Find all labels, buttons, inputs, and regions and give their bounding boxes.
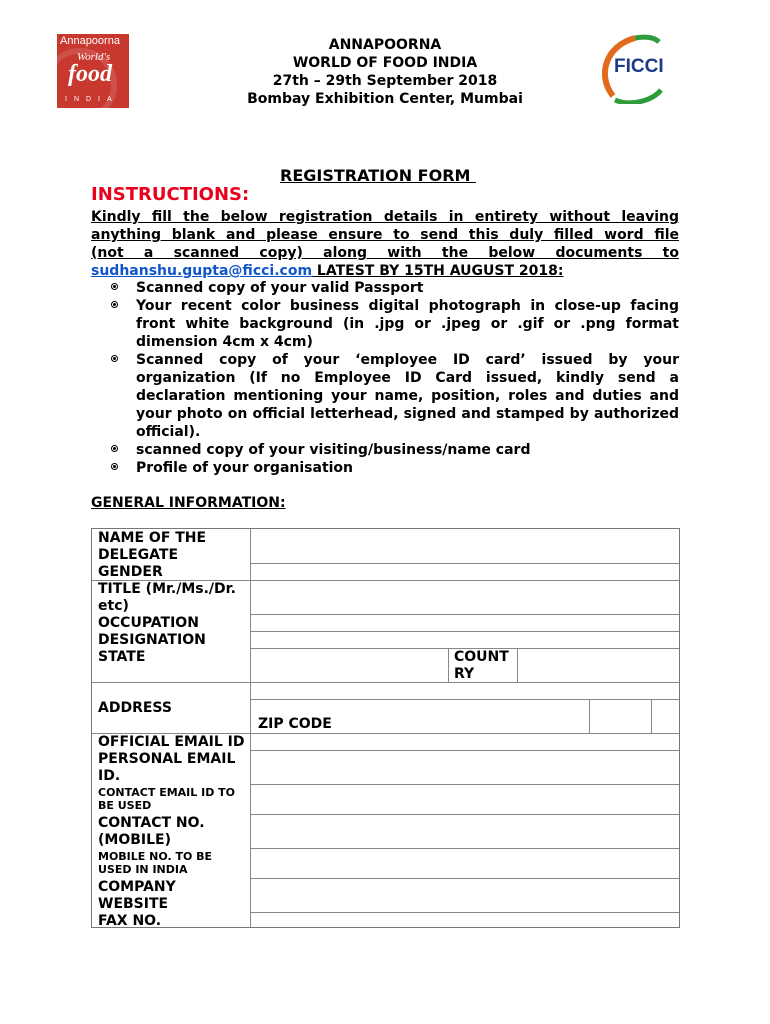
- instructions-intro: [91, 208, 679, 280]
- list-item-text: Scanned copy of your valid Passport: [136, 280, 424, 296]
- input-state[interactable]: [251, 649, 448, 682]
- list-item-text: Profile of your organisation: [136, 460, 354, 476]
- general-info-heading: GENERAL INFORMATION:: [91, 495, 286, 511]
- bullet-icon: [111, 445, 118, 452]
- input-contact-email[interactable]: [251, 785, 679, 814]
- form-title: REGISTRATION FORM: [280, 166, 477, 185]
- bullet-icon: [111, 283, 118, 290]
- registration-table: [91, 528, 680, 928]
- label-company-website: COMPANY WEBSITE: [98, 879, 176, 912]
- bullet-icon: [111, 355, 118, 362]
- contact-email-link[interactable]: sudhanshu.gupta@ficci.com: [91, 263, 313, 279]
- label-personal-email: PERSONAL EMAIL ID.: [98, 751, 236, 784]
- zip-divider-2: [651, 699, 652, 733]
- logo-left-line4: INDIA: [65, 96, 119, 103]
- input-official-email[interactable]: [251, 734, 679, 750]
- ficci-logo-text: FICCI: [614, 56, 664, 77]
- list-item-text: Scanned copy of your ‘employee ID card’ issued by your organization (If no Employee ID Card issued, kindly send a declaration mentioning your name, position, roles and duties and your photo on official letterhead, signed and stamped by authorized official).: [136, 352, 679, 440]
- label-contact-number: CONTACT NO. (MOBILE): [98, 815, 205, 848]
- header-line-4: Bombay Exhibition Center, Mumbai: [247, 91, 523, 107]
- annapoorna-logo: [57, 34, 129, 108]
- list-item: [91, 459, 679, 477]
- label-occupation: OCCUPATION: [98, 615, 199, 631]
- list-item: [91, 351, 679, 441]
- list-item-text: scanned copy of your visiting/business/name card: [136, 442, 531, 458]
- instructions-heading: INSTRUCTIONS:: [91, 184, 250, 205]
- label-country: COUNT RY: [454, 649, 509, 682]
- header-line-1: ANNAPOORNA: [328, 37, 442, 53]
- deadline-text: LATEST BY 15TH AUGUST 2018:: [312, 263, 564, 279]
- input-title[interactable]: [251, 581, 679, 614]
- input-personal-email[interactable]: [251, 751, 679, 784]
- input-delegate-name[interactable]: [251, 529, 679, 563]
- header-line-2: WORLD OF FOOD INDIA: [292, 55, 478, 71]
- ficci-logo: [595, 34, 677, 104]
- intro-line-3: (not a scanned copy) along with the below documents to: [91, 245, 679, 261]
- list-item-text: Your recent color business digital photograph in close-up facing front white background (in .jpg or .jpeg or .gif or .png format dimension 4cm x 4cm): [136, 298, 679, 350]
- label-fax: FAX NO.: [98, 913, 162, 929]
- document-list: [91, 279, 679, 477]
- input-country[interactable]: [518, 649, 679, 682]
- label-official-email: OFFICIAL EMAIL ID: [98, 734, 245, 750]
- input-contact-number[interactable]: [251, 815, 679, 848]
- label-contact-email: CONTACT EMAIL ID TO BE USED: [98, 786, 236, 812]
- input-mobile-india[interactable]: [251, 849, 679, 878]
- bullet-icon: [111, 301, 118, 308]
- intro-line-2: anything blank and please ensure to send this duly filled word file: [91, 227, 679, 243]
- label-title: TITLE (Mr./Ms./Dr. etc): [98, 581, 236, 614]
- input-gender[interactable]: [251, 564, 679, 580]
- logo-left-line2: World's: [77, 51, 111, 63]
- label-gender: GENDER: [98, 564, 163, 580]
- intro-line-4: [91, 262, 679, 280]
- header-line-3: 27th – 29th September 2018: [272, 73, 498, 89]
- input-occupation[interactable]: [251, 615, 679, 631]
- label-state: STATE: [98, 649, 146, 665]
- event-header: [200, 36, 570, 108]
- label-mobile-india: MOBILE NO. TO BE USED IN INDIA: [98, 850, 213, 876]
- logo-left-line3: food: [68, 61, 112, 87]
- state-divider: [448, 648, 449, 682]
- input-address[interactable]: [251, 683, 679, 699]
- intro-line-1: Kindly fill the below registration details in entirety without leaving: [91, 209, 679, 225]
- logo-left-line1: Annapoorna: [60, 35, 120, 47]
- bullet-icon: [111, 463, 118, 470]
- input-designation[interactable]: [251, 632, 679, 648]
- input-fax[interactable]: [251, 913, 679, 927]
- list-item: [91, 279, 679, 297]
- list-item: [91, 297, 679, 351]
- label-delegate-name: NAME OF THE DELEGATE: [98, 530, 207, 563]
- label-zip-code: ZIP CODE: [258, 716, 332, 732]
- input-zip-code[interactable]: [590, 700, 651, 733]
- label-address: ADDRESS: [98, 700, 172, 716]
- input-company-website[interactable]: [251, 879, 679, 912]
- label-designation: DESIGNATION: [98, 632, 206, 648]
- list-item: [91, 441, 679, 459]
